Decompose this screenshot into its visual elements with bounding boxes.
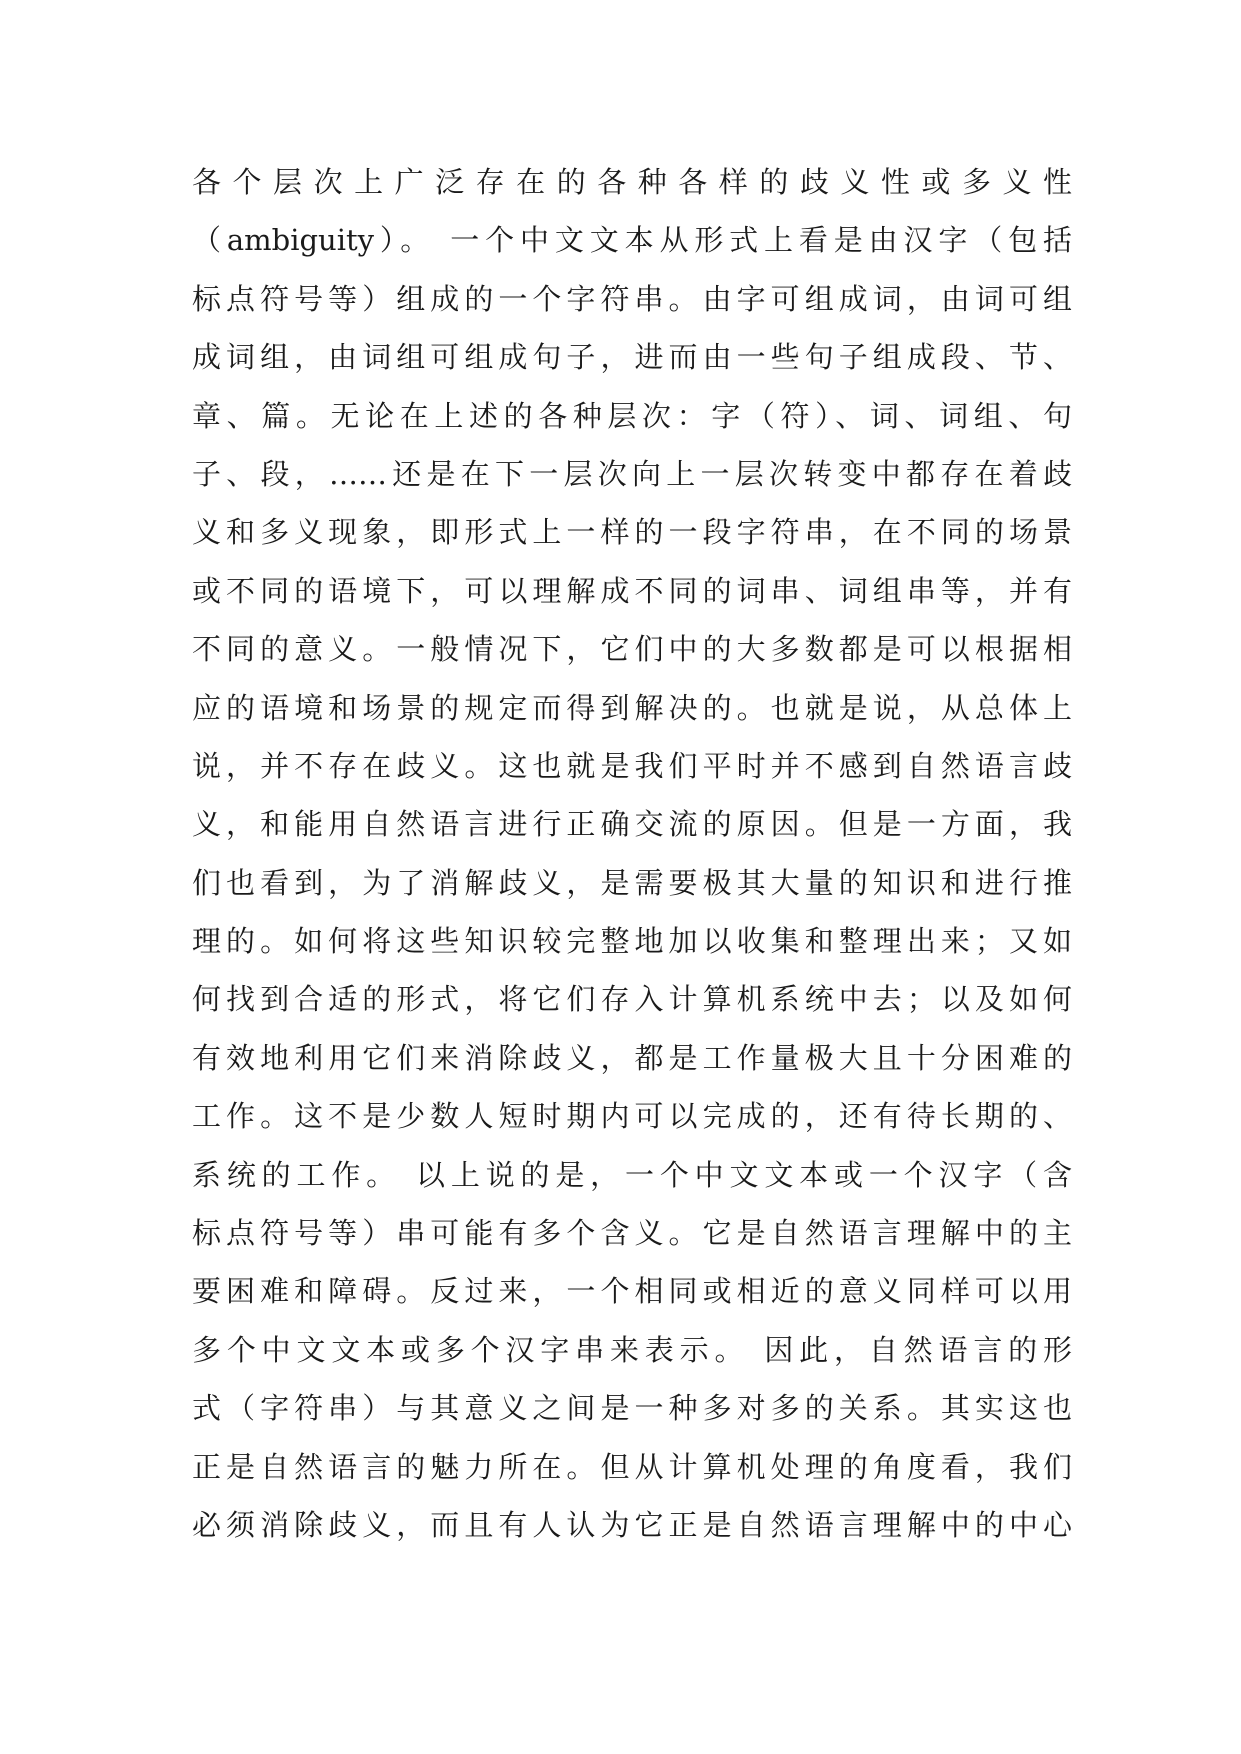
text-line: （ambiguity）。 一个中文文本从形式上看是由汉字（包括 bbox=[192, 223, 1072, 258]
text-line: 正是自然语言的魅力所在。但从计算机处理的角度看，我们 bbox=[192, 1449, 1072, 1484]
text-line: 义，和能用自然语言进行正确交流的原因。但是一方面，我 bbox=[192, 807, 1072, 842]
text-line: 标点符号等）组成的一个字符串。由字可组成词，由词可组 bbox=[192, 281, 1072, 316]
text-line: 理的。如何将这些知识较完整地加以收集和整理出来；又如 bbox=[192, 924, 1072, 959]
text-line: 义和多义现象，即形式上一样的一段字符串，在不同的场景 bbox=[192, 515, 1072, 550]
body-text bbox=[192, 153, 1072, 1554]
text-line: 说，并不存在歧义。这也就是我们平时并不感到自然语言歧 bbox=[192, 748, 1072, 783]
text-line: 工作。这不是少数人短时期内可以完成的，还有待长期的、 bbox=[192, 1099, 1072, 1134]
text-line: 们也看到，为了消解歧义，是需要极其大量的知识和进行推 bbox=[192, 865, 1072, 900]
text-line: 何找到合适的形式，将它们存入计算机系统中去；以及如何 bbox=[192, 982, 1072, 1017]
text-line: 应的语境和场景的规定而得到解决的。也就是说，从总体上 bbox=[192, 690, 1072, 725]
text-line: 或不同的语境下，可以理解成不同的词串、词组串等，并有 bbox=[192, 573, 1072, 608]
text-line: 必须消除歧义，而且有人认为它正是自然语言理解中的中心 bbox=[192, 1507, 1072, 1542]
text-line: 标点符号等）串可能有多个含义。它是自然语言理解中的主 bbox=[192, 1216, 1072, 1251]
text-line: 式（字符串）与其意义之间是一种多对多的关系。其实这也 bbox=[192, 1391, 1072, 1426]
text-line: 要困难和障碍。反过来，一个相同或相近的意义同样可以用 bbox=[192, 1274, 1072, 1309]
text-line: 多个中文文本或多个汉字串来表示。 因此，自然语言的形 bbox=[192, 1332, 1072, 1367]
text-line: 章、篇。无论在上述的各种层次：字（符）、词、词组、句 bbox=[192, 398, 1072, 433]
text-line: 不同的意义。一般情况下，它们中的大多数都是可以根据相 bbox=[192, 632, 1072, 667]
text-line: 有效地利用它们来消除歧义，都是工作量极大且十分困难的 bbox=[192, 1040, 1072, 1075]
text-line: 子、段，……还是在下一层次向上一层次转变中都存在着歧 bbox=[192, 456, 1072, 491]
text-line: 系统的工作。 以上说的是，一个中文文本或一个汉字（含 bbox=[192, 1157, 1072, 1192]
text-line: 成词组，由词组可组成句子，进而由一些句子组成段、节、 bbox=[192, 340, 1072, 375]
text-line: 各个层次上广泛存在的各种各样的歧义性或多义性 bbox=[192, 165, 1072, 199]
